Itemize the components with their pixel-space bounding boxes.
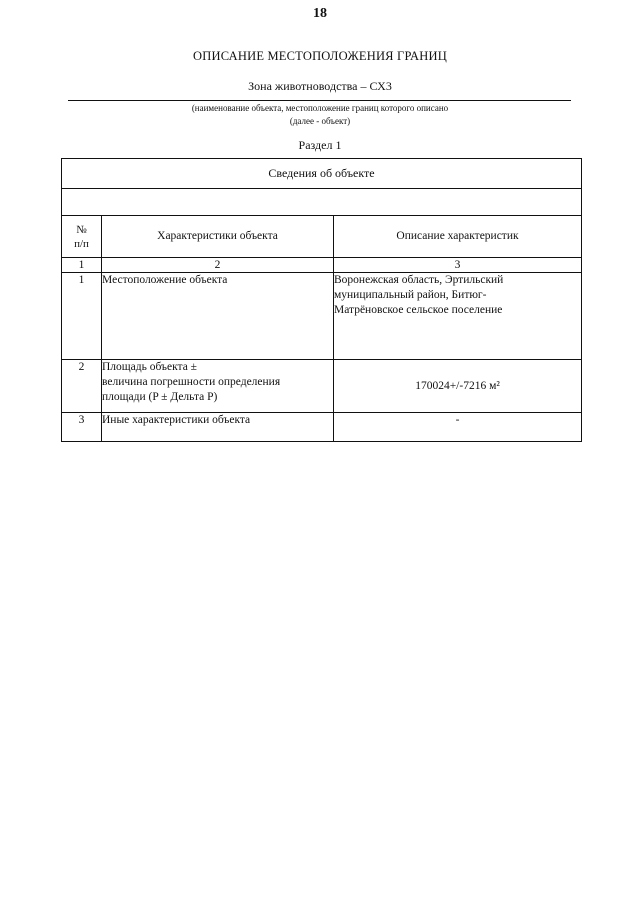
characteristic-line: величина погрешности определения: [102, 376, 281, 388]
num-header-symbol: №: [76, 223, 87, 236]
document-title: ОПИСАНИЕ МЕСТОПОЛОЖЕНИЯ ГРАНИЦ: [193, 49, 447, 63]
row-number: 3: [62, 413, 102, 442]
row-characteristic: Местоположение объекта: [102, 273, 334, 360]
table-empty-row: [62, 189, 582, 216]
column-header-description: Описание характеристик: [334, 216, 582, 258]
column-index-2: 2: [102, 258, 334, 273]
object-info-table: [61, 158, 582, 442]
column-header-num: [62, 216, 102, 258]
column-header-row: [62, 216, 582, 258]
underline-rule: [68, 100, 571, 101]
characteristic-line: Площадь объекта ±: [102, 361, 197, 373]
description-line: Матрёновское сельское поселение: [334, 304, 503, 316]
column-header-characteristic: Характеристики объекта: [102, 216, 334, 258]
empty-cell: [62, 189, 582, 216]
table-heading-row: [62, 159, 582, 189]
object-caption-line-2: (далее - объект): [289, 116, 351, 126]
object-name: Зона животноводства – СХ3: [248, 79, 392, 93]
description-line: муниципальный район, Битюг-: [334, 289, 487, 301]
description-line: Воронежская область, Эртильский: [334, 274, 504, 286]
column-index-3: 3: [334, 258, 582, 273]
table-row: [62, 413, 582, 442]
row-description: -: [334, 413, 582, 442]
row-description: [334, 273, 582, 360]
num-header-abbrev: п/п: [74, 237, 89, 250]
table-row: [62, 360, 582, 413]
object-caption-line-1: (наименование объекта, местоположение границ которого описано: [191, 103, 449, 113]
row-characteristic: Иные характеристики объекта: [102, 413, 334, 442]
column-index-row: [62, 258, 582, 273]
section-label: Раздел 1: [298, 138, 342, 152]
row-description: 170024+/-7216 м²: [334, 360, 582, 413]
row-number: 2: [62, 360, 102, 413]
page-number: 18: [313, 6, 327, 21]
row-number: 1: [62, 273, 102, 360]
column-index-1: 1: [62, 258, 102, 273]
table-heading: Сведения об объекте: [62, 159, 582, 189]
row-characteristic: [102, 360, 334, 413]
table-row: [62, 273, 582, 360]
characteristic-line: площади (P ± Дельта P): [102, 391, 218, 403]
